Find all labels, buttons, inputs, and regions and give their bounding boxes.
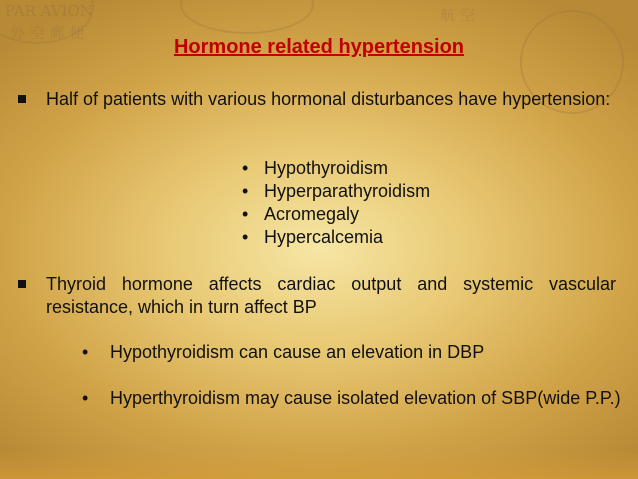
bullet-hormonal-disturbances: Half of patients with various hormonal disturbances have hypertension: — [46, 89, 611, 109]
list-item-hypercalcemia: • Hypercalcemia — [242, 227, 384, 247]
list-item-hyperparathyroidism: • Hyperparathyroidism — [242, 181, 431, 201]
list-item-acromegaly: • Acromegaly — [242, 204, 360, 224]
sub-bullet-text: Hypothyroidism can cause an elevation in DBP — [110, 342, 485, 362]
bullet-square-icon — [18, 95, 26, 103]
postmark-handwriting-3: 航 空 — [440, 6, 475, 24]
sub-bullet-hyperthyroidism — [82, 387, 622, 410]
bullet-square-icon — [18, 280, 26, 288]
bullet-dot-icon: • — [242, 181, 249, 201]
bullet-dot-icon: • — [242, 227, 249, 247]
postmark-handwriting-2: 外 空 郵 便 — [10, 24, 85, 42]
bullet-dot-icon: • — [242, 204, 249, 224]
bullet-dot-icon: • — [82, 388, 89, 408]
list-item-hypothyroidism: • Hypothyroidism — [242, 158, 389, 178]
postmark-stamp-mid — [180, 0, 314, 34]
sub-bullet-hypothyroidism — [82, 341, 622, 364]
bullet-dot-icon: • — [82, 342, 89, 362]
bullet-thyroid-hormone: Thyroid hormone affects cardiac output and systemic vascular resistance, which in turn affect BP — [46, 274, 616, 317]
bottom-decorative-band — [0, 451, 638, 479]
bullet-dot-icon: • — [242, 158, 249, 178]
postmark-handwriting: PAR AVION — [5, 2, 93, 20]
sub-bullet-text: Hyperthyroidism may cause isolated elevation of SBP(wide P.P.) — [110, 388, 621, 408]
slide-title: Hormone related hypertension — [173, 36, 465, 58]
